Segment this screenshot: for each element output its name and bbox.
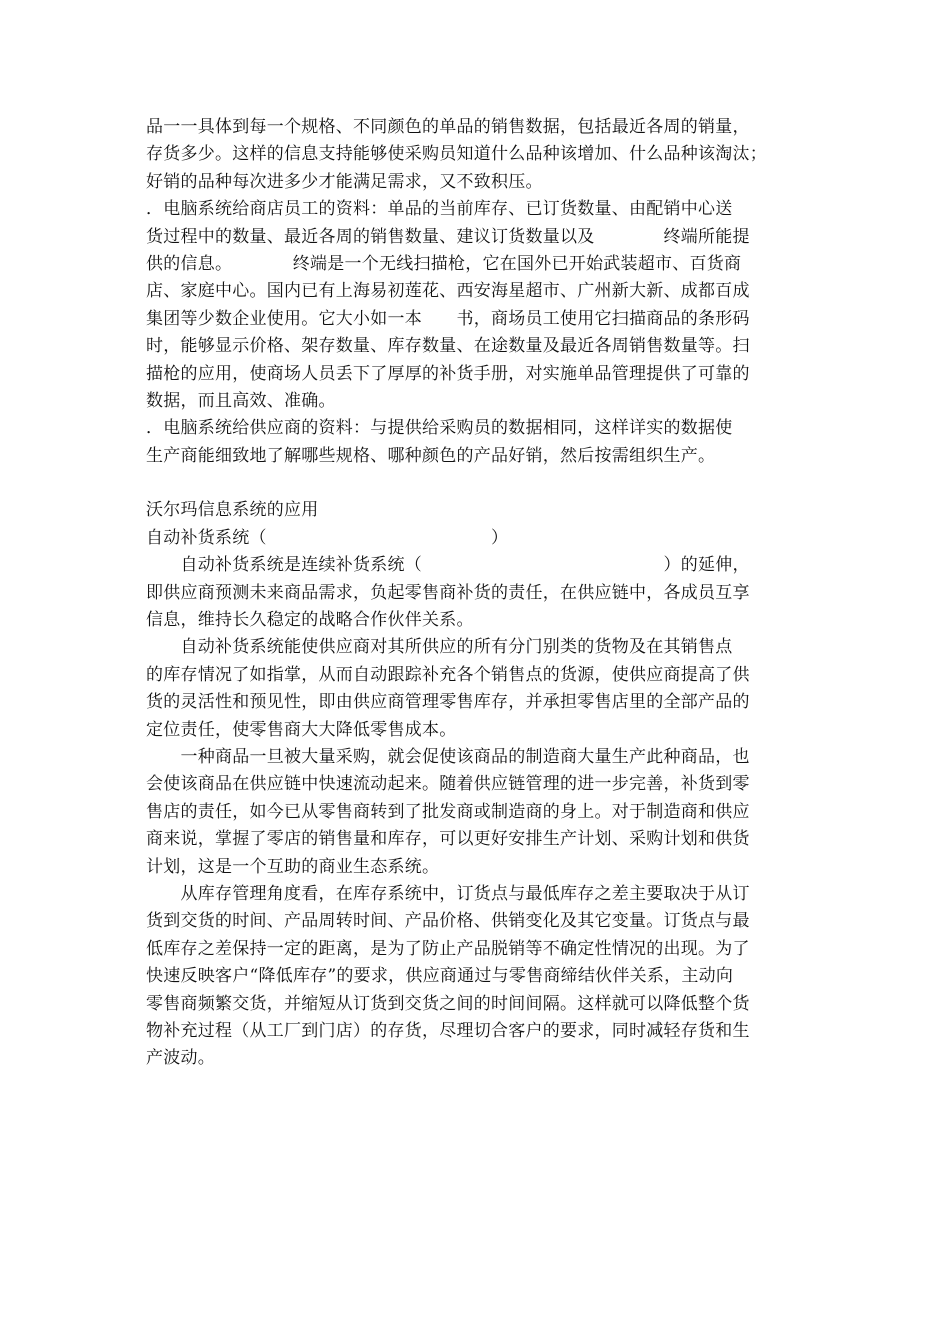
text-line: 从库存管理角度看，在库存系统中，订货点与最低库存之差主要取决于从订: [146, 883, 750, 904]
text-line: 物补充过程（从工厂到门店）的存货，尽理切合客户的要求，同时减轻存货和生: [146, 1020, 750, 1041]
text-line: 的库存情况了如指掌，从而自动跟踪补充各个销售点的货源，使供应商提高了供: [146, 664, 750, 685]
text-line: 好销的品种每次进多少才能满足需求，又不致积压。: [146, 171, 543, 192]
text-line: 货的灵活性和预见性，即由供应商管理零售库存，并承担零售店里的全部产品的: [146, 692, 750, 713]
text-line: 信息，维持长久稳定的战略合作伙伴关系。: [146, 610, 474, 631]
text-line: 商来说，掌握了零店的销售量和库存，可以更好安排生产计划、采购计划和供货: [146, 829, 750, 850]
text-line: 数据，而且高效、准确。: [146, 390, 336, 411]
text-line: 品一一具体到每一个规格、不同颜色的单品的销售数据，包括最近各周的销量，: [146, 117, 750, 137]
text-line: 售店的责任，如今已从零售商转到了批发商或制造商的身上。对于制造商和供应: [146, 801, 750, 822]
document-body: [146, 114, 810, 1073]
text-line: 会使该商品在供应链中快速流动起来。随着供应链管理的进一步完善，补货到零: [146, 774, 750, 795]
text-line: 货过程中的数量、最近各周的销售数量、建议订货数量以及 终端所能提: [146, 226, 750, 247]
text-line: 零售商频繁交货，并缩短从订货到交货之间的时间间隔。这样就可以降低整个货: [146, 993, 750, 1014]
text-line: 自动补货系统是连续补货系统（ ）的延伸，: [146, 555, 750, 576]
section-heading: 沃尔玛信息系统的应用: [146, 500, 319, 521]
text-line: 货到交货的时间、产品周转时间、产品价格、供销变化及其它变量。订货点与最: [146, 911, 750, 932]
text-line: 集团等少数企业使用。它大小如一本 书，商场员工使用它扫描商品的条形码: [146, 308, 750, 329]
text-line: 描枪的应用，使商场人员丢下了厚厚的补货手册，对实施单品管理提供了可靠的: [146, 363, 750, 384]
text-line: 生产商能细致地了解哪些规格、哪种颜色的产品好销，然后按需组织生产。: [146, 445, 716, 466]
text-line: 自动补货系统能使供应商对其所供应的所有分门别类的货物及在其销售点: [146, 637, 733, 658]
blank-line: [146, 470, 810, 497]
text-line: 定位责任，使零售商大大降低零售成本。: [146, 719, 457, 740]
text-line: ．电脑系统给供应商的资料：与提供给采购员的数据相同，这样详实的数据使: [146, 418, 733, 439]
text-line: 一种商品一旦被大量采购，就会促使该商品的制造商大量生产此种商品，也: [146, 746, 750, 767]
subsection-heading: 自动补货系统（ ）: [146, 527, 509, 548]
text-line: 低库存之差保持一定的距离，是为了防止产品脱销等不确定性情况的出现。为了: [146, 938, 750, 959]
text-line: 存货多少。这样的信息支持能够使采购员知道什么品种该增加、什么品种该淘汰；: [146, 144, 767, 165]
text-line: 即供应商预测未来商品需求，负起零售商补货的责任，在供应链中，各成员互享: [146, 582, 750, 603]
text-line: 店、家庭中心。国内已有上海易初莲花、西安海星超市、广州新大新、成都百成: [146, 281, 750, 302]
text-line: 时，能够显示价格、架存数量、库存数量、在途数量及最近各周销售数量等。扫: [146, 336, 750, 357]
text-line: 计划，这是一个互助的商业生态系统。: [146, 856, 440, 877]
text-line: ．电脑系统给商店员工的资料：单品的当前库存、已订货数量、由配销中心送: [146, 199, 733, 220]
text-line: 产波动。: [146, 1048, 215, 1069]
text-line: 供的信息。 终端是一个无线扫描枪，它在国外已开始武装超市、百货商: [146, 253, 742, 274]
text-line: 快速反映客户“降低库存”的要求，供应商通过与零售商缔结伙伴关系，主动向: [146, 966, 734, 987]
